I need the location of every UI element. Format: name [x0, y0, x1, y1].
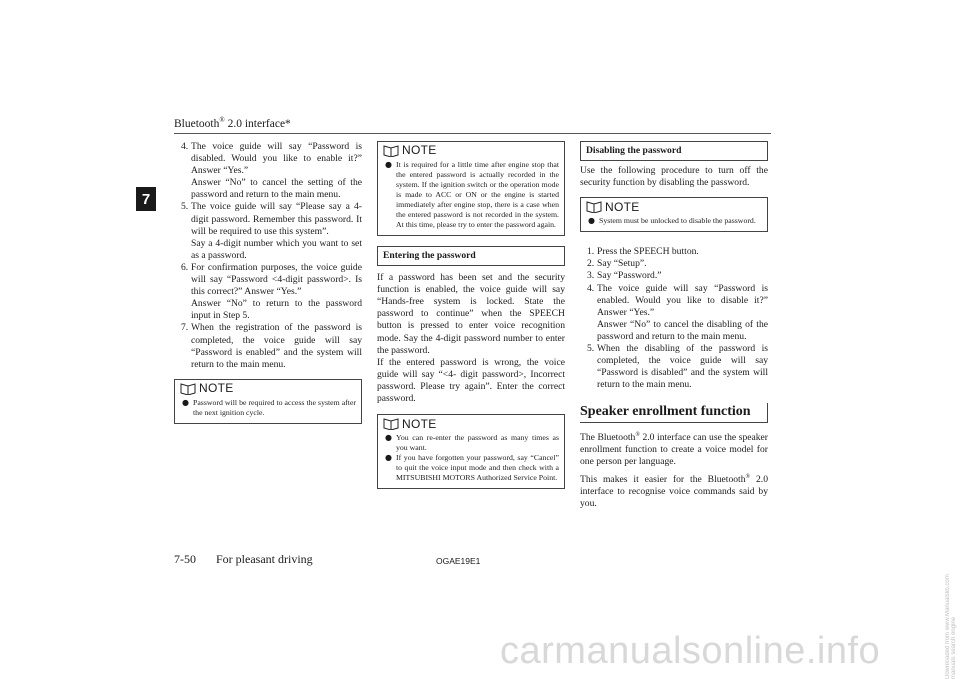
note-book-icon — [383, 417, 399, 430]
note-list — [586, 216, 762, 226]
step-item: 6. For confirmation purposes, the voice guide will say “Password <4-digit password>. Is this correct?” Answer “Yes.” Answer “No” to return to the password input in Step 5. — [181, 261, 362, 322]
bullet-icon: ● — [385, 160, 392, 169]
section-heading-speaker-enrollment: Speaker enrollment function — [580, 403, 768, 422]
document-code: OGAE19E1 — [436, 556, 481, 566]
note-box — [377, 414, 565, 489]
password-setup-steps — [174, 141, 362, 371]
step-item: 2. Say “Setup”. — [587, 258, 647, 270]
note-list — [383, 433, 559, 483]
password-disable-steps — [580, 246, 768, 391]
header-title-text: Bluetooth — [174, 117, 220, 130]
note-list — [180, 398, 356, 418]
paragraph: Use the following procedure to turn off the security function by disabling the password. — [580, 165, 768, 189]
note-label: NOTE — [199, 381, 234, 396]
bullet-icon: ● — [588, 216, 595, 226]
page-footer — [174, 552, 313, 567]
chapter-tab: 7 — [136, 187, 156, 211]
note-box — [580, 197, 768, 232]
step-item: 5. The voice guide will say “Please say a 4-digit password. Remember this password. It will be required to use this system”. Say a 4-digit number which you want to set as a password. — [181, 201, 362, 261]
paragraph: This makes it easier for the Bluetooth® 2.0 interface to recognise voice commands said by you. — [580, 473, 769, 510]
footer-section-title: For pleasant driving — [216, 552, 313, 566]
note-book-icon — [586, 200, 602, 213]
vertical-download-mark: Downloaded from www.Manualslib.com manuals search engine — [945, 574, 957, 679]
note-box — [377, 141, 565, 236]
note-book-icon — [180, 382, 196, 395]
note-header — [383, 144, 559, 157]
watermark: carmanualsonline.info — [500, 630, 881, 672]
paragraph: If the entered password is wrong, the voice guide will say “<4- digit password>, Incorrect password. Please try again”. Enter the correct password. — [377, 356, 565, 405]
page-header-title — [174, 116, 291, 130]
step-item: 7. When the registration of the password is completed, the voice guide will say “Password is enabled” and the system will return to the main menu. — [181, 322, 362, 370]
note-item: ● You can re-enter the password as many times as you want. — [385, 433, 559, 453]
note-label: NOTE — [402, 416, 437, 431]
column-1 — [174, 141, 362, 424]
bullet-icon: ● — [385, 433, 392, 443]
column-2 — [377, 141, 565, 489]
bullet-icon: ● — [385, 453, 392, 463]
step-item: 5. When the disabling of the password is completed, the voice guide will say “Password is disabled” and the system will return to the main menu. — [587, 343, 768, 391]
note-header — [180, 382, 356, 395]
paragraph: The Bluetooth® 2.0 interface can use the speaker enrollment function to create a voice model for one person per language. — [580, 431, 769, 467]
page-number: 7-50 — [174, 552, 196, 566]
step-item: 3. Say “Password.” — [587, 270, 662, 282]
note-label: NOTE — [605, 199, 640, 214]
note-book-icon — [383, 144, 399, 157]
step-item: 4. The voice guide will say “Password is enabled. Would you like to disable it?” Answer “Yes.” Answer “No” to cancel the disabling of the password and return to the main menu. — [587, 282, 768, 342]
note-item: ● Password will be required to access the system after the next ignition cycle. — [182, 397, 356, 417]
note-item: ● It is required for a little time after engine stop that the entered password is actually recorded in the system. If the ignition switch or the operation mode is made to ACC or ON or the engine is started immediately after engine stop, there is a case when the entered password is not recorded in the system. At this time, please try to enter the password again. — [385, 160, 559, 229]
header-rule — [174, 133, 771, 134]
header-title-registered-mark: ® — [219, 116, 225, 124]
step-item: 1. Press the SPEECH button. — [587, 246, 699, 258]
note-item: ● If you have forgotten your password, say “Cancel” to quit the voice input mode and then check with a MITSUBISHI MOTORS Authorized Service Point. — [385, 453, 559, 483]
paragraph: If a password has been set and the security function is enabled, the voice guide will say “Hands-free system is locked. State the password to continue” when the SPEECH button is pressed to enter voice recognition mode. Say the 4-digit password number to enter the password. — [377, 272, 565, 356]
section-heading-disabling-password: Disabling the password — [580, 141, 768, 161]
note-list — [383, 160, 559, 230]
note-box — [174, 379, 362, 424]
section-heading-entering-password: Entering the password — [377, 246, 565, 266]
step-item: 4. The voice guide will say “Password is disabled. Would you like to enable it?” Answer “Yes.” Answer “No” to cancel the setting of the password and return to the main menu. — [181, 141, 362, 201]
column-3 — [580, 141, 768, 510]
note-label: NOTE — [402, 143, 437, 158]
note-header — [383, 417, 559, 430]
note-item: ● System must be unlocked to disable the password. — [588, 216, 756, 226]
note-header — [586, 200, 762, 213]
header-title-suffix: 2.0 interface* — [224, 117, 291, 130]
bullet-icon: ● — [182, 397, 189, 407]
